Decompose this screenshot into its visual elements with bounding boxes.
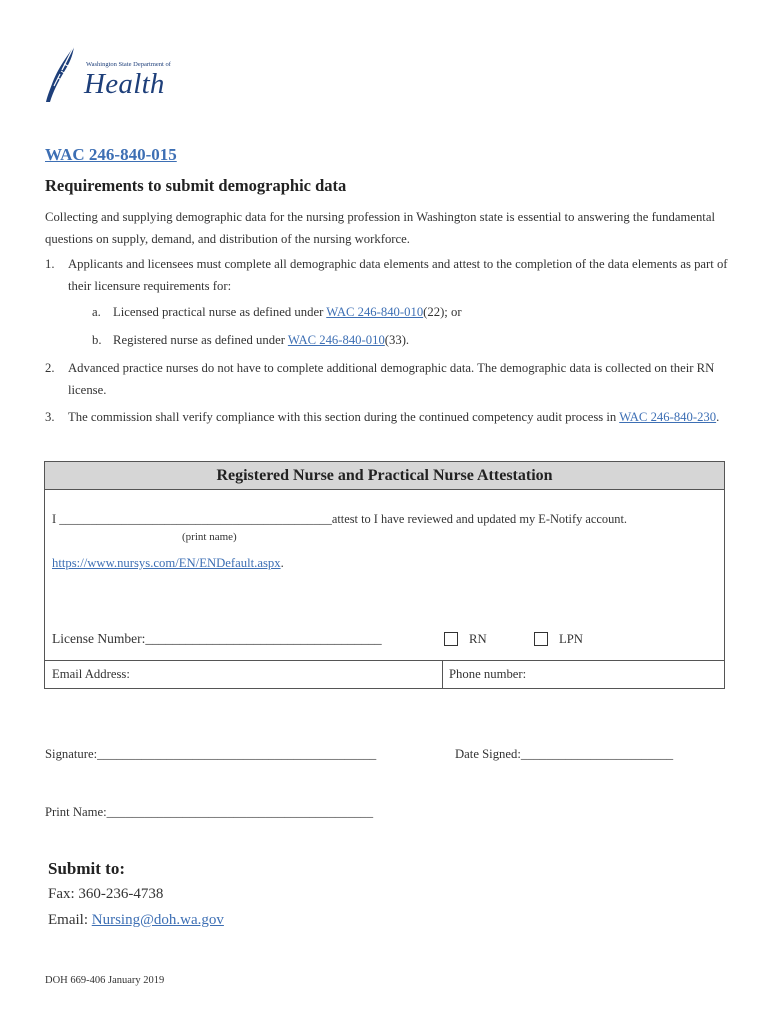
nursys-link[interactable]: https://www.nursys.com/EN/ENDefault.aspx: [52, 556, 281, 570]
lpn-label: LPN: [559, 632, 583, 646]
attest-statement[interactable]: I ____________________________________________attest to I have reviewed and updated my E-Notify account.: [52, 512, 628, 526]
feather-icon: [44, 44, 84, 104]
wac-link[interactable]: WAC 246-840-015: [45, 145, 177, 164]
list-item-2: Advanced practice nurses do not have to complete additional demographic data. The demographic data is collected on their RN license.: [68, 361, 715, 397]
list-item-3-post: .: [716, 410, 720, 424]
email-line: [48, 912, 224, 929]
phone-number-field[interactable]: Phone number:: [449, 667, 527, 681]
nursys-link-post: .: [280, 556, 284, 570]
sub-item-b-link[interactable]: WAC 246-840-010: [287, 333, 385, 347]
fax-number: Fax: 360-236-4738: [48, 886, 164, 902]
submit-heading: Submit to:: [48, 859, 125, 878]
page-title: Requirements to submit demographic data: [45, 176, 347, 195]
list-item-3: [68, 406, 728, 428]
sub-item-b: [113, 329, 409, 351]
list-item-3-text: The commission shall verify compliance with this section during the continued competency audit process in: [68, 410, 620, 424]
list-number-1: 1.: [45, 257, 55, 271]
box-divider: [45, 660, 724, 661]
attestation-title: Registered Nurse and Practical Nurse Attestation: [45, 462, 724, 490]
attestation-box: [44, 461, 725, 689]
sub-item-b-post: (33).: [384, 333, 410, 347]
box-column-divider: [442, 660, 443, 688]
sub-number-b: b.: [92, 333, 102, 347]
logo-health-text: Health: [84, 68, 165, 100]
sub-item-a-text: Licensed practical nurse as defined under: [113, 305, 327, 319]
email-link[interactable]: Nursing@doh.wa.gov: [91, 912, 224, 928]
print-name-hint: (print name): [182, 531, 237, 543]
print-name-field[interactable]: Print Name:__________________________________________: [45, 805, 374, 819]
list-item-1: Applicants and licensees must complete all demographic data elements and attest to the completion of the data elements as part of their licensure requirements for:: [68, 257, 728, 293]
logo-agency-text: Washington State Department of: [86, 61, 171, 68]
sub-item-b-text: Registered nurse as defined under: [113, 333, 288, 347]
signature-field[interactable]: Signature:____________________________________________: [45, 747, 377, 761]
sub-item-a-link[interactable]: WAC 246-840-010: [326, 305, 424, 319]
license-number-field[interactable]: License Number:___________________________________: [52, 631, 382, 646]
lpn-checkbox[interactable]: [534, 632, 548, 646]
sub-item-a-post: (22); or: [423, 305, 462, 319]
form-footer: DOH 669-406 January 2019: [45, 975, 165, 986]
sub-number-a: a.: [92, 305, 101, 319]
list-number-2: 2.: [45, 361, 55, 375]
email-address-field[interactable]: Email Address:: [52, 667, 130, 681]
intro-paragraph: Collecting and supplying demographic data for the nursing profession in Washington state is essential to answering the fundamental questions on supply, demand, and distribution of the nursing workforce.: [45, 210, 715, 246]
list-number-3: 3.: [45, 410, 55, 424]
rn-label: RN: [469, 632, 487, 646]
sub-item-a: [113, 301, 462, 323]
nursys-line: [52, 552, 284, 574]
date-signed-field[interactable]: Date Signed:________________________: [455, 747, 674, 761]
list-item-3-link[interactable]: WAC 246-840-230: [619, 410, 717, 424]
email-label: Email:: [48, 912, 92, 928]
rn-checkbox[interactable]: [444, 632, 458, 646]
